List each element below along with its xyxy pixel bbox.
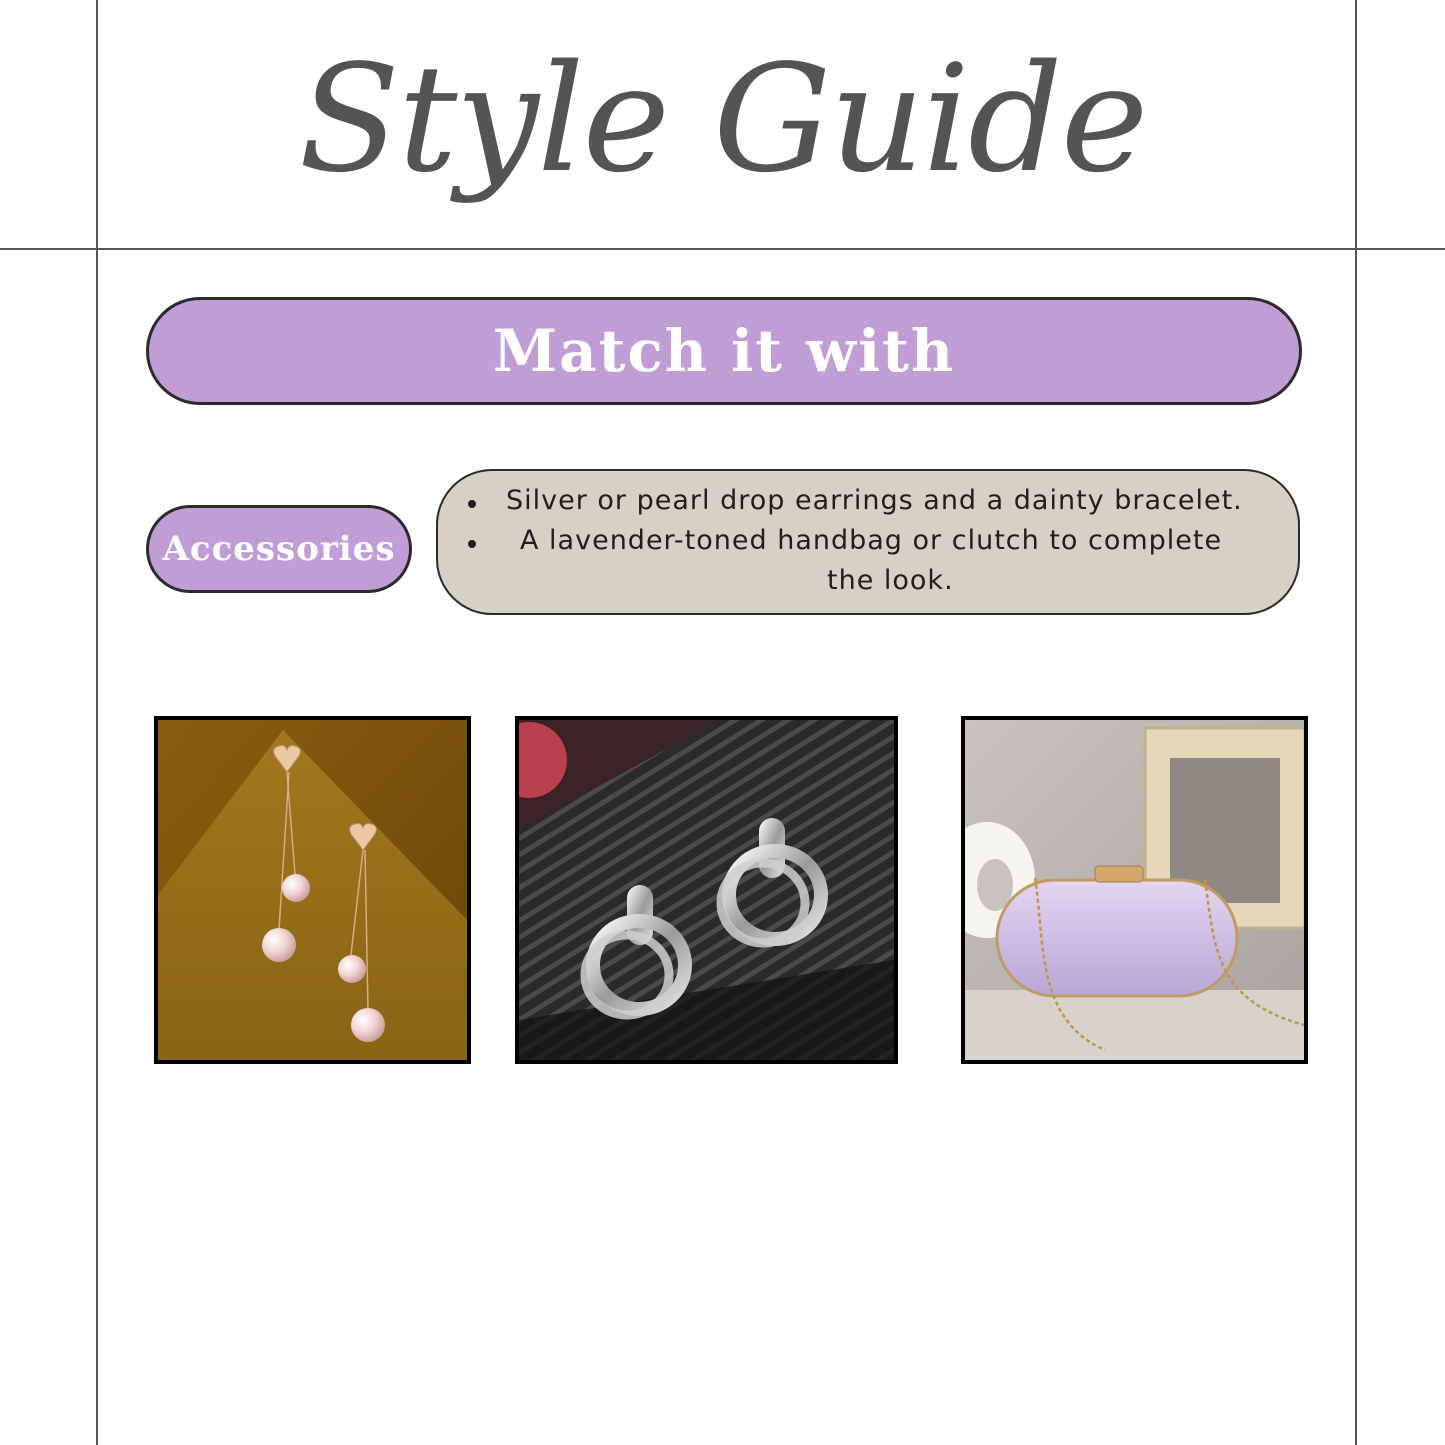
earrings-silver-image [519,720,894,1060]
earrings-silver-photo [515,716,898,1064]
lavender-clutch-image [965,720,1304,1060]
list-item: A lavender-toned handbag or clutch to complete [520,525,1223,556]
right-border-line [1355,0,1357,1445]
section-banner [146,297,1302,405]
header-divider [0,248,1445,250]
accessories-label-text: Accessories [162,529,396,569]
list-item-continuation: the look. [827,565,954,596]
list-item: Silver or pearl drop earrings and a dainty bracelet. [506,485,1243,516]
banner-title: Match it with [492,317,956,385]
accessories-details [436,469,1300,615]
bullet-icon [468,540,476,548]
earrings-pearl-image [158,720,467,1060]
lavender-clutch-photo [961,716,1308,1064]
accessories-label [146,505,412,593]
left-border-line [96,0,98,1445]
bullet-icon [468,500,476,508]
earrings-pearl-photo [154,716,471,1064]
page-title: Style Guide [298,33,1147,205]
